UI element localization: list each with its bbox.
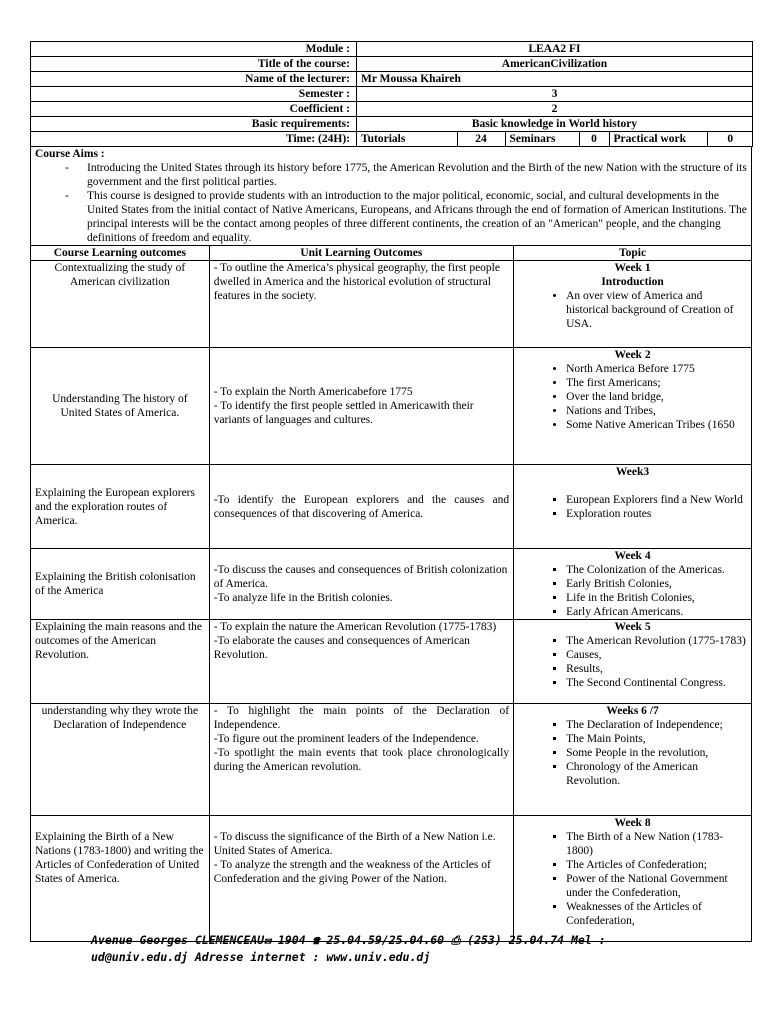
unit-outcomes: - To highlight the main points of the Declaration of Independence. -To figure out the prominent leaders of the Independence. -To spotlight the main events that took place chronologically during the American revolution.	[209, 704, 513, 816]
footer-address: Avenue Georges CLEMENCEAU✉ 1904 ☎ 25.04.59/25.04.60 ⎙ (253) 25.04.74 Mel :	[91, 933, 606, 947]
coefficient-row	[31, 102, 753, 117]
table-row	[31, 261, 752, 348]
requirements-row	[31, 117, 753, 132]
list-item: ▪ The American Revolution (1775-1783)	[566, 634, 747, 648]
list-item: ▪ The Declaration of Independence;	[566, 718, 747, 732]
week-label: Week 4	[614, 550, 651, 562]
tutorials-value: 24	[457, 132, 505, 146]
list-item: ▪ Early British Colonies,	[566, 577, 747, 591]
list-item: • The first Americans;	[566, 376, 747, 390]
lecturer-row	[31, 72, 753, 87]
module-label: Module :	[31, 42, 357, 57]
table-row	[31, 620, 752, 704]
table-row	[31, 549, 752, 620]
aims-list	[35, 161, 747, 245]
list-item: ▪ The Birth of a New Nation (1783-1800)	[566, 830, 747, 858]
module-row	[31, 42, 753, 57]
course-outcome: Explaining the Birth of a New Nations (1783-1800) and writing the Articles of Confederation of United States of America.	[31, 816, 210, 942]
aim-item: - Introducing the United States through its history before 1775, the American Revolution and the Birth of the new Nation with the structure of its government and the first political parties.	[65, 162, 747, 188]
tutorials-label: Tutorials	[361, 133, 406, 145]
time-breakdown	[357, 132, 753, 146]
list-item: ▪ Causes,	[566, 648, 747, 662]
unit-outcomes: - To discuss the significance of the Birth of a New Nation i.e. United States of America. - To analyze the strength and the weakness of the Articles of Confederation and the giving Power of the Nation.	[209, 816, 513, 942]
list-item: ▪ Life in the British Colonies,	[566, 591, 747, 605]
list-item: ▪ Some People in the revolution,	[566, 746, 747, 760]
time-row	[31, 132, 753, 147]
coefficient-label: Coefficient :	[31, 102, 357, 117]
topic-list	[518, 718, 747, 788]
topic-cell	[514, 348, 752, 465]
syllabus-table	[30, 41, 753, 147]
page-footer	[91, 932, 691, 966]
week-label: Week 5	[614, 621, 651, 633]
unit-outcomes: -To identify the European explorers and the causes and consequences of that discovering of America.	[209, 465, 513, 549]
table-row	[31, 704, 752, 816]
practical-label: Practical work	[609, 132, 707, 146]
lecturer-value: Mr Moussa Khaireh	[357, 72, 753, 87]
list-item: ▪ The Main Points,	[566, 732, 747, 746]
list-item: ▪ Results,	[566, 662, 747, 676]
semester-label: Semester :	[31, 87, 357, 102]
requirements-value: Basic knowledge in World history	[357, 117, 753, 132]
course-outcome: Explaining the British colonisation of the America	[31, 549, 210, 620]
course-outcome: Explaining the main reasons and the outcomes of the American Revolution.	[31, 620, 210, 704]
practical-value: 0	[707, 132, 753, 146]
course-outcome: understanding why they wrote the Declaration of Independence	[31, 704, 210, 816]
list-item: • Nations and Tribes,	[566, 404, 747, 418]
list-item: ▪ Early African Americans.	[566, 605, 747, 619]
aims-table	[30, 146, 752, 246]
dash-bullet: -	[65, 162, 69, 174]
week-subtitle: Introduction	[601, 276, 664, 288]
week-label: Week 2	[614, 349, 651, 361]
unit-outcomes: -To discuss the causes and consequences of British colonization of America. -To analyze life in the British colonies.	[209, 549, 513, 620]
list-item: • Over the land bridge,	[566, 390, 747, 404]
outcomes-table	[30, 245, 752, 942]
aims-title: Course Aims :	[35, 148, 105, 160]
module-value: LEAA2 FI	[357, 42, 753, 57]
list-item: • An over view of America and historical background of Creation of USA.	[566, 289, 747, 331]
table-row	[31, 465, 752, 549]
course-outcome: Understanding The history of United States of America.	[31, 348, 210, 465]
list-item: • Some Native American Tribes (1650	[566, 418, 747, 432]
dash-bullet: -	[65, 190, 69, 202]
list-item: ▪ The Colonization of the Americas.	[566, 563, 747, 577]
topic-list	[518, 830, 747, 928]
topic-list	[518, 563, 747, 619]
list-item: ▪ The Articles of Confederation;	[566, 858, 747, 872]
col-topic: Topic	[514, 246, 752, 261]
unit-outcomes: - To explain the North Americabefore 1775 - To identify the first people settled in Americawith their variants of languages and cultures.	[209, 348, 513, 465]
list-item: ▪ Chronology of the American Revolution.	[566, 760, 747, 788]
list-item: ▪ The Second Continental Congress.	[566, 676, 747, 690]
list-item: • North America Before 1775	[566, 362, 747, 376]
title-label: Title of the course:	[31, 57, 357, 72]
footer-contact: ud@univ.edu.dj Adresse internet : www.univ.edu.dj	[91, 950, 431, 964]
course-outcome: Explaining the European explorers and the exploration routes of America.	[31, 465, 210, 549]
topic-cell	[514, 704, 752, 816]
lecturer-label: Name of the lecturer:	[31, 72, 357, 87]
aim-item: - This course is designed to provide students with an introduction to the major political, economic, social, and cultural developments in the United States from the initial contact of Native Americans, Europeans, and Africans through the end of formation of American Institutions. The principal interests will be the contact among peoples of three different continents, the creation of an "American" people, and the changing definitions of freedom and equality.	[65, 190, 747, 244]
course-aims	[31, 147, 752, 246]
topic-cell	[514, 261, 752, 348]
requirements-label: Basic requirements:	[31, 117, 357, 132]
col-unit-outcomes: Unit Learning Outcomes	[209, 246, 513, 261]
week-label: Week3	[615, 466, 650, 478]
topic-list	[518, 634, 747, 690]
semester-row	[31, 87, 753, 102]
syllabus-page	[30, 41, 752, 942]
course-outcome: Contextualizing the study of American civilization	[31, 261, 210, 348]
col-course-outcomes: Course Learning outcomes	[31, 246, 210, 261]
list-item: ▪ Power of the National Government under the Confederation,	[566, 872, 747, 900]
title-row	[31, 57, 753, 72]
semester-value: 3	[357, 87, 753, 102]
column-header-row	[31, 246, 752, 261]
table-row	[31, 348, 752, 465]
coefficient-value: 2	[357, 102, 753, 117]
topic-cell	[514, 465, 752, 549]
unit-outcomes: - To outline the America’s physical geography, the first people dwelled in America and the historical evolution of structural features in the society.	[209, 261, 513, 348]
topic-cell	[514, 549, 752, 620]
time-label: Time: (24H):	[31, 132, 357, 147]
seminars-value: 0	[579, 132, 609, 146]
topic-cell	[514, 816, 752, 942]
week-label: Weeks 6 /7	[606, 705, 659, 717]
week-label: Week 8	[614, 817, 651, 829]
title-value: AmericanCivilization	[357, 57, 753, 72]
list-item: ▪ Exploration routes	[566, 507, 747, 521]
topic-list	[518, 493, 747, 521]
week-label: Week 1	[614, 262, 651, 274]
list-item: ▪ Weaknesses of the Articles of Confederation,	[566, 900, 747, 928]
table-row	[31, 816, 752, 942]
list-item: ▪ European Explorers find a New World	[566, 493, 747, 507]
seminars-label: Seminars	[505, 132, 579, 146]
topic-cell	[514, 620, 752, 704]
unit-outcomes: - To explain the nature the American Revolution (1775-1783) -To elaborate the causes and consequences of American Revolution.	[209, 620, 513, 704]
topic-list	[518, 289, 747, 331]
topic-list	[518, 362, 747, 432]
